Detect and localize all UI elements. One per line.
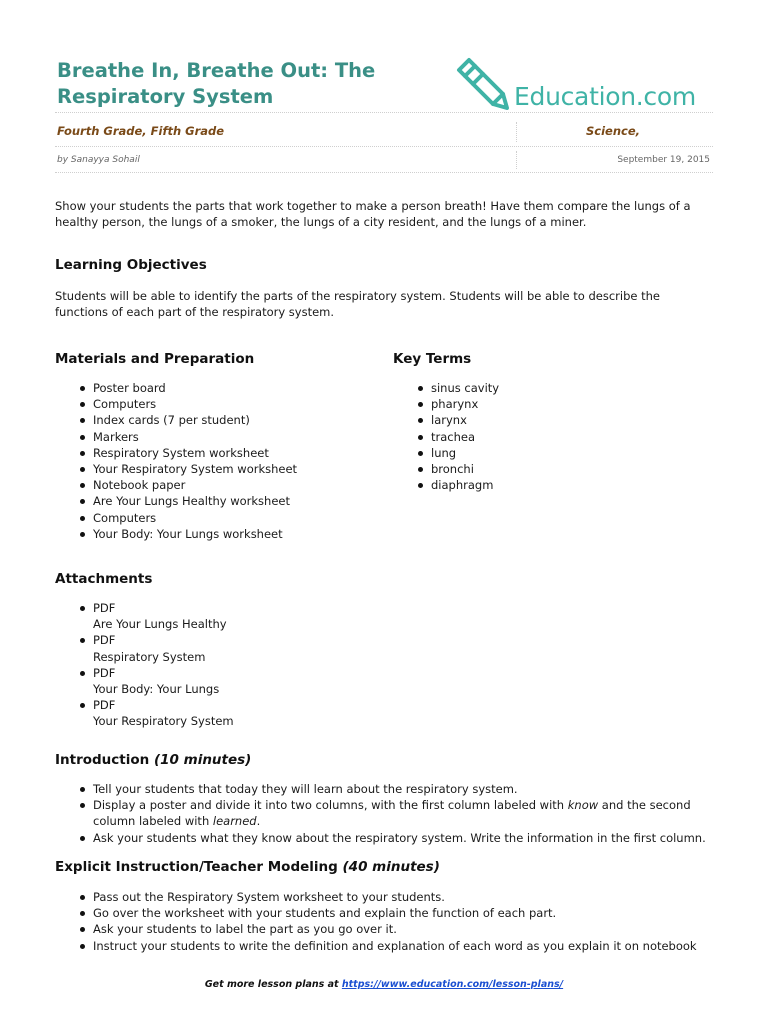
author: by Sanayya Sohail bbox=[57, 155, 140, 165]
introduction-title: Introduction bbox=[55, 752, 150, 768]
attachment-name[interactable]: Respiratory System bbox=[93, 649, 206, 664]
title-line-2: Respiratory System bbox=[57, 85, 274, 108]
meta-column-divider bbox=[516, 122, 517, 142]
list-item: Your Respiratory System worksheet bbox=[55, 461, 375, 477]
attachment-item[interactable] bbox=[55, 632, 455, 664]
attachment-type: PDF bbox=[93, 665, 116, 680]
materials-heading: Materials and Preparation bbox=[55, 351, 255, 367]
brand-name: Education.com bbox=[514, 82, 696, 111]
attachment-type: PDF bbox=[93, 633, 116, 648]
introduction-steps bbox=[55, 781, 725, 846]
list-item: trachea bbox=[393, 429, 693, 445]
attachment-name[interactable]: Your Body: Your Lungs bbox=[93, 682, 220, 697]
page-title bbox=[57, 58, 437, 110]
footer-text: Get more lesson plans at bbox=[204, 979, 342, 990]
grade-level: Fourth Grade, Fifth Grade bbox=[57, 124, 225, 138]
list-item: Ask your students what they know about the respiratory system. Write the information in the first column. bbox=[55, 830, 725, 846]
list-item: pharynx bbox=[393, 396, 693, 412]
list-item: Are Your Lungs Healthy worksheet bbox=[55, 493, 375, 509]
explicit-instruction-steps bbox=[55, 889, 735, 954]
list-item: sinus cavity bbox=[393, 380, 693, 396]
subject: Science, bbox=[585, 124, 640, 138]
meta-divider bbox=[55, 146, 713, 147]
explicit-instruction-title: Explicit Instruction/Teacher Modeling bbox=[55, 859, 338, 875]
explicit-instruction-heading bbox=[55, 859, 440, 875]
explicit-instruction-duration: (40 minutes) bbox=[342, 859, 440, 875]
list-item: larynx bbox=[393, 412, 693, 428]
attachments-heading: Attachments bbox=[55, 571, 153, 587]
list-item: lung bbox=[393, 445, 693, 461]
attachment-name[interactable]: Your Respiratory System bbox=[93, 714, 234, 729]
list-item: Computers bbox=[55, 396, 375, 412]
key-terms-list bbox=[393, 380, 693, 493]
materials-list bbox=[55, 380, 375, 542]
attachment-type: PDF bbox=[93, 601, 116, 615]
list-item: Poster board bbox=[55, 380, 375, 396]
list-item: Index cards (7 per student) bbox=[55, 412, 375, 428]
list-item: Your Body: Your Lungs worksheet bbox=[55, 526, 375, 542]
list-item: Pass out the Respiratory System worksheet to your students. bbox=[55, 889, 735, 905]
step-text: Display a poster and divide it into two columns, with the first column labeled with bbox=[93, 798, 568, 813]
step-emphasis: know bbox=[567, 798, 599, 813]
objectives-text: Students will be able to identify the parts of the respiratory system. Students will be able to describe the functions of each part of the respiratory system. bbox=[55, 289, 660, 319]
page-footer bbox=[0, 979, 768, 990]
list-item: Ask your students to label the part as you go over it. bbox=[55, 921, 735, 937]
list-item: Computers bbox=[55, 510, 375, 526]
lesson-summary: Show your students the parts that work together to make a person breath! Have them compare the lungs of a healthy person, the lungs of a smoker, the lungs of a city resident, and the lungs of a miner. bbox=[55, 199, 691, 229]
header-divider bbox=[55, 112, 713, 113]
lesson-plans-link[interactable]: https://www.education.com/lesson-plans/ bbox=[341, 979, 564, 990]
introduction-duration: (10 minutes) bbox=[153, 752, 252, 768]
list-item: Markers bbox=[55, 429, 375, 445]
attachment-name[interactable]: Are Your Lungs Healthy bbox=[93, 617, 227, 632]
introduction-heading bbox=[55, 752, 251, 768]
attachment-item[interactable] bbox=[55, 665, 455, 697]
step-text: and the second column labeled with bbox=[93, 798, 691, 829]
list-item bbox=[55, 797, 725, 829]
publish-date: September 19, 2015 bbox=[617, 155, 710, 165]
meta-column-divider-2 bbox=[516, 151, 517, 169]
title-line-1: Breathe In, Breathe Out: The bbox=[57, 59, 376, 82]
step-emphasis: learned bbox=[212, 814, 257, 829]
list-item: bronchi bbox=[393, 461, 693, 477]
list-item: diaphragm bbox=[393, 477, 693, 493]
key-terms-heading: Key Terms bbox=[393, 351, 472, 367]
list-item: Instruct your students to write the definition and explanation of each word as you explain it on notebook bbox=[55, 938, 735, 954]
list-item: Notebook paper bbox=[55, 477, 375, 493]
list-item: Go over the worksheet with your students and explain the function of each part. bbox=[55, 905, 735, 921]
objectives-heading: Learning Objectives bbox=[55, 257, 207, 273]
step-text: . bbox=[256, 814, 261, 829]
list-item: Tell your students that today they will learn about the respiratory system. bbox=[55, 781, 725, 797]
list-item: Respiratory System worksheet bbox=[55, 445, 375, 461]
attachments-list bbox=[55, 600, 455, 730]
meta-divider-bottom bbox=[55, 172, 713, 173]
attachment-type: PDF bbox=[93, 698, 116, 713]
attachment-item[interactable] bbox=[55, 600, 455, 632]
attachment-item[interactable] bbox=[55, 697, 455, 729]
